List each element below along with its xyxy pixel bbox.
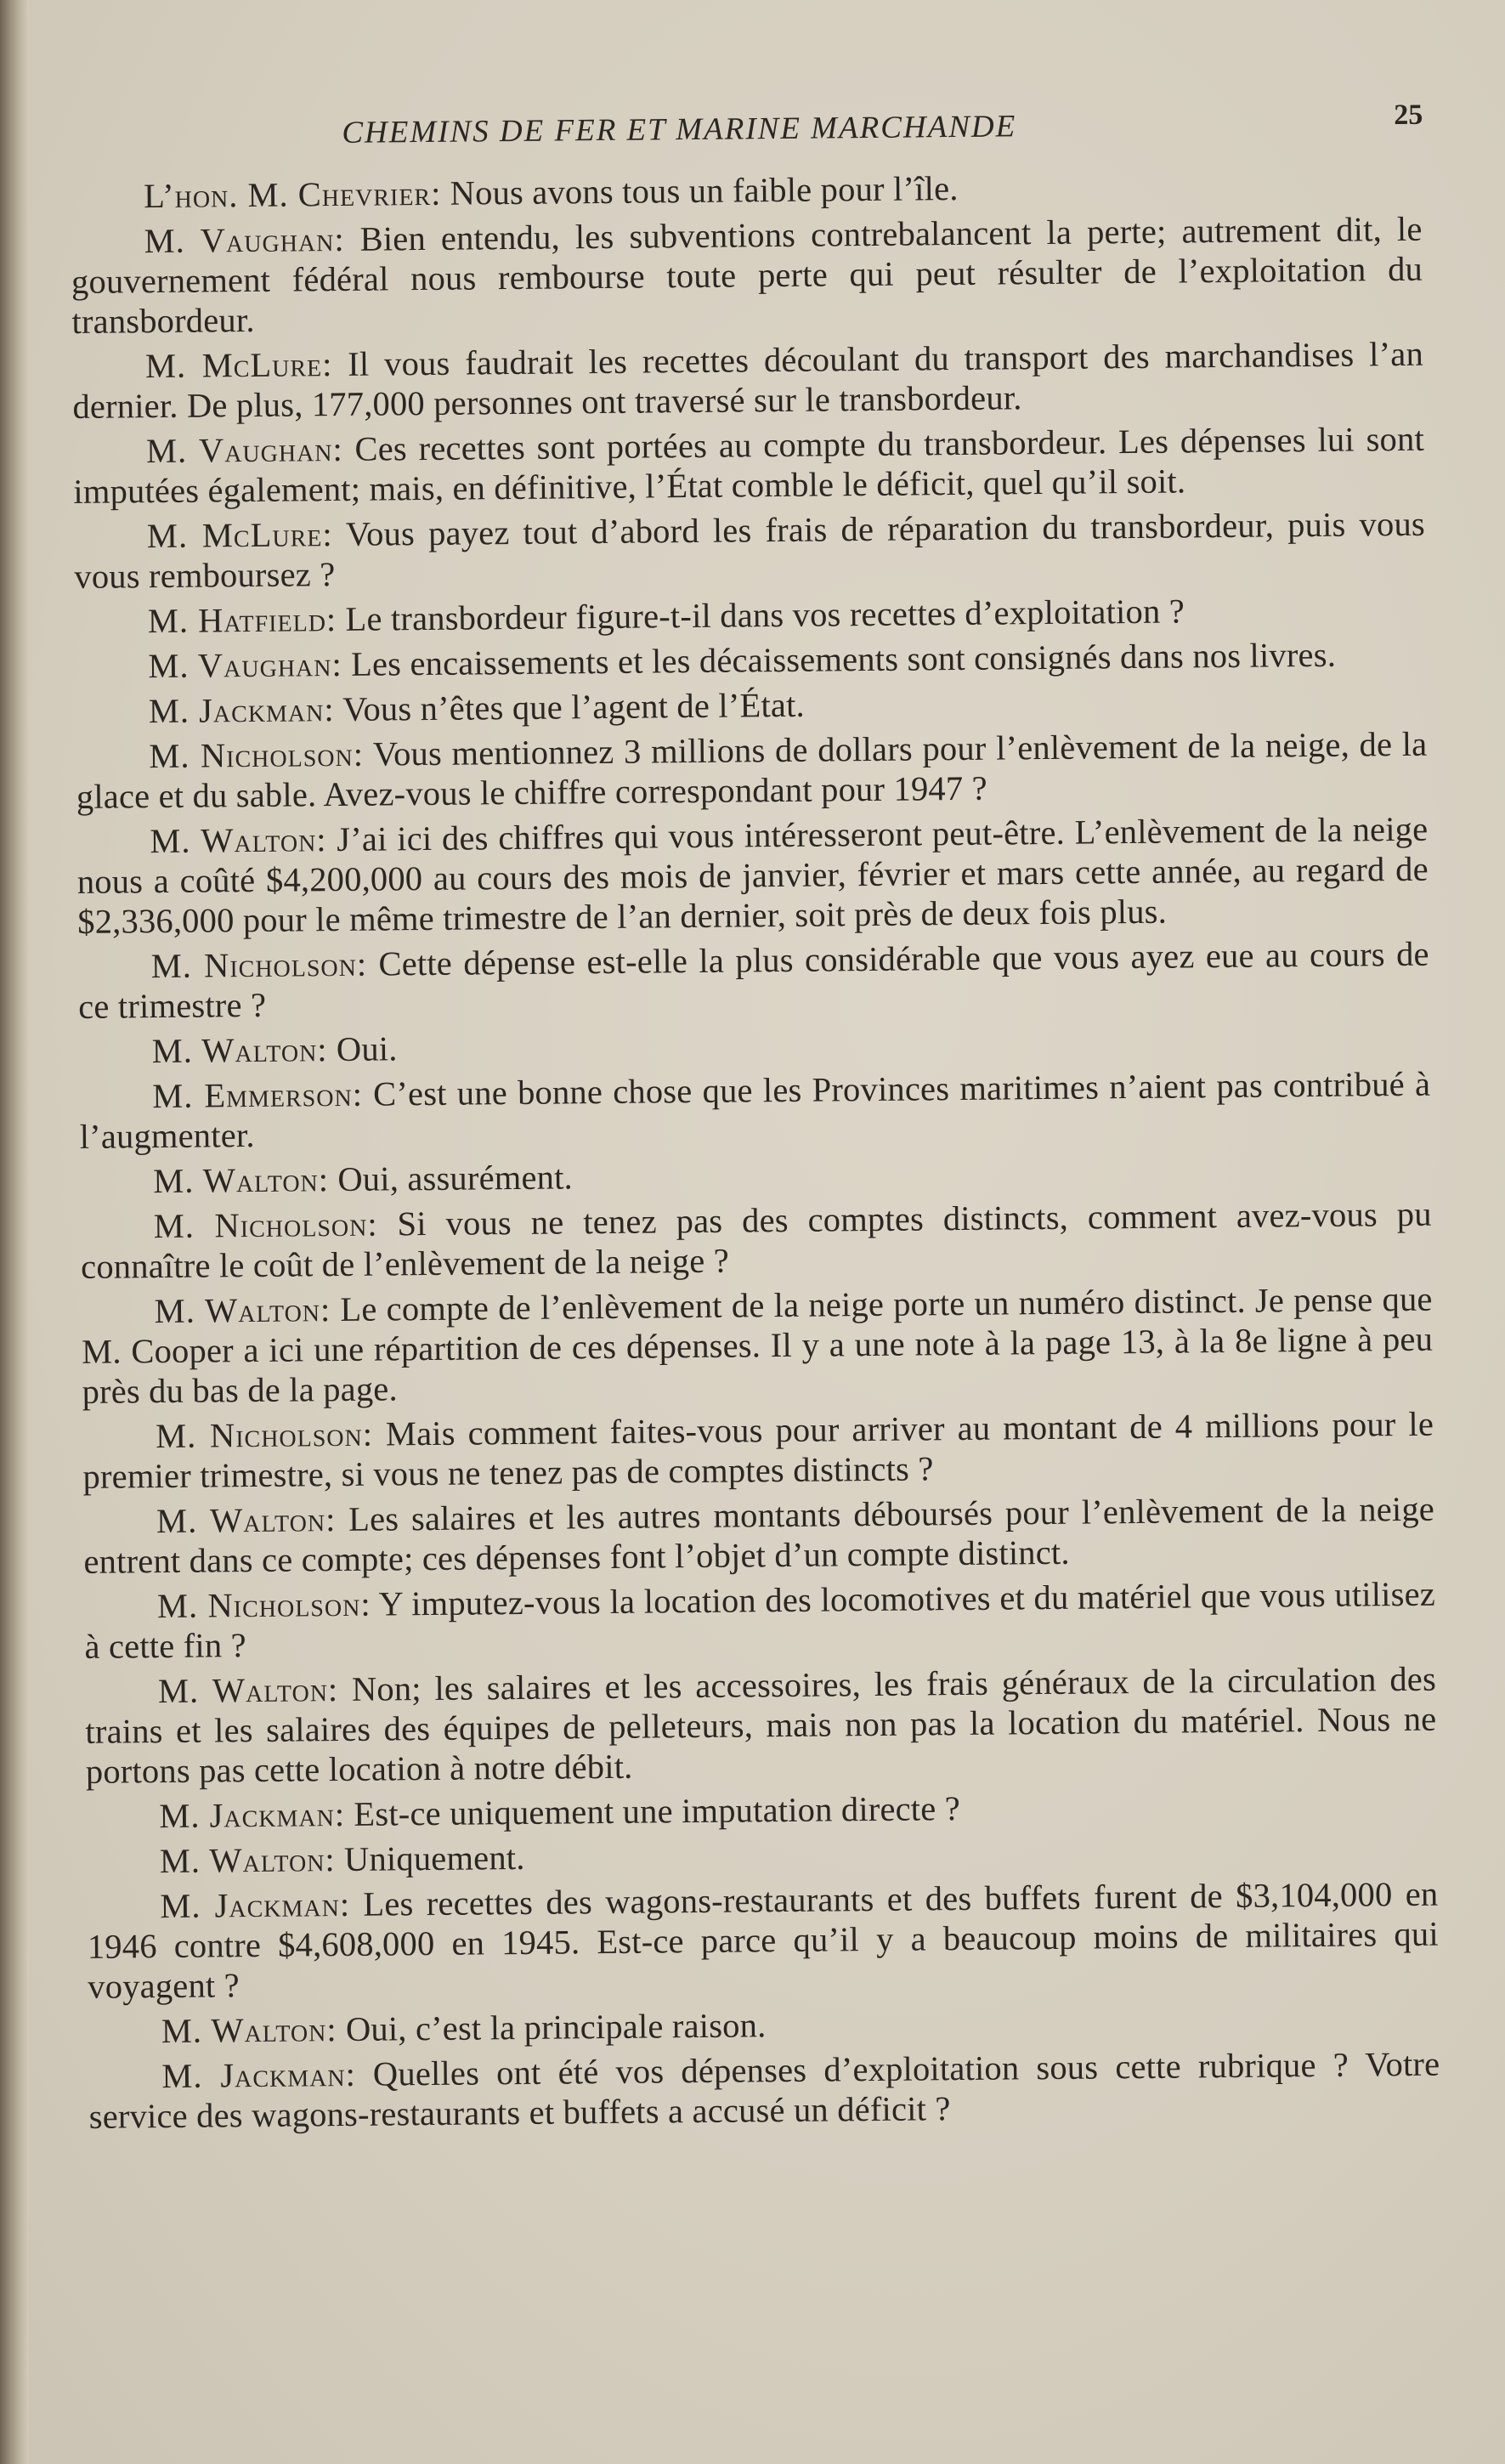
transcript-entry bbox=[85, 1659, 1437, 1792]
running-title: CHEMINS DE FER ET MARINE MARCHANDE bbox=[342, 109, 1017, 150]
entry-text: Le compte de l’enlèvement de la neige porte un numéro distinct. Je pense que M. Cooper a ici une répartition de ces dépenses. Il y a une note à la page 13, à la 8e ligne à peu près du bas de la page. bbox=[81, 1279, 1434, 1411]
speaker-name: M. Hatfield: bbox=[147, 600, 337, 641]
entry-text: Bien entendu, les subventions contrebalancent la perte; autrement dit, le gouvernement fédéral nous rembourse toute perte qui peut résulter de l’exploitation du transbordeur. bbox=[71, 209, 1423, 341]
speaker-name: M. Nicholson: bbox=[150, 944, 368, 986]
speaker-name: M. Nicholson: bbox=[149, 734, 365, 776]
transcript-entry bbox=[75, 589, 1426, 642]
entry-text: Ces recettes sont portées au compte du transbordeur. Les dépenses lui sont imputées également; mais, en définitive, l’État comble le déficit, quel qu’il soit. bbox=[73, 419, 1425, 511]
speaker-name: M. Walton: bbox=[157, 1670, 339, 1711]
speaker-name: M. Walton: bbox=[150, 820, 327, 861]
speaker-name: M. Vaughan: bbox=[144, 219, 345, 261]
entry-text: J’ai ici des chiffres qui vous intéresseront peut-être. L’enlèvement de la neige nous a coûté $4,200,000 au cours des mois de janvier, février et mars cette année, au regard de $2,336,000 pour le même trimestre de l’an dernier, soit près de deux fois plus. bbox=[76, 809, 1429, 941]
transcript-entry bbox=[79, 1019, 1430, 1072]
entry-text: Il vous faudrait les recettes découlant du transport des marchandises l’an dernier. De plus, 177,000 personnes ont traversé sur le transbordeur. bbox=[72, 334, 1424, 426]
entry-text: Les salaires et les autres montants déboursés pour l’enlèvement de la neige entrent dans ce compte; ces dépenses font l’objet d’un compte distinct. bbox=[83, 1489, 1435, 1581]
transcript-body bbox=[71, 164, 1440, 2137]
transcript-entry bbox=[73, 419, 1425, 512]
speaker-name: M. Nicholson: bbox=[153, 1204, 378, 1246]
entry-text: Mais comment faites-vous pour arriver au montant de 4 millions pour le premier trimestre, si vous ne tenez pas de comptes distincts ? bbox=[82, 1404, 1434, 1496]
entry-text: Si vous ne tenez pas des comptes distincts, comment avez-vous pu connaître le coût de l’enlèvement de la neige ? bbox=[80, 1194, 1432, 1286]
page-header bbox=[70, 88, 1422, 177]
speaker-name: L’hon. M. Chevrier: bbox=[143, 173, 442, 216]
speaker-name: M. McLure: bbox=[144, 345, 333, 386]
transcript-entry bbox=[76, 809, 1429, 942]
book-binding-edge bbox=[0, 0, 29, 2464]
speaker-name: M. Walton: bbox=[159, 1840, 336, 1881]
entry-text: Vous mentionnez 3 millions de dollars pour l’enlèvement de la neige, de la glace et du sable. Avez-vous le chiffre correspondant pour 1947 ? bbox=[76, 724, 1428, 816]
speaker-name: M. Walton: bbox=[154, 1290, 331, 1331]
entry-text: Vous payez tout d’abord les frais de réparation du transbordeur, puis vous vous remboursez ? bbox=[74, 504, 1426, 596]
transcript-entry bbox=[82, 1404, 1434, 1497]
speaker-name: M. Nicholson: bbox=[155, 1414, 374, 1456]
transcript-entry bbox=[71, 209, 1423, 342]
entry-text: Uniquement. bbox=[335, 1838, 525, 1879]
transcript-entry bbox=[83, 1489, 1435, 1582]
speaker-name: M. McLure: bbox=[146, 515, 333, 556]
transcript-entry bbox=[87, 1874, 1439, 2007]
entry-text: Oui. bbox=[327, 1029, 398, 1069]
speaker-name: M. Vaughan: bbox=[145, 429, 343, 471]
entry-text: Les encaissements et les décaissements sont consignés dans nos livres. bbox=[342, 635, 1337, 683]
entry-text: Y imputez-vous la location des locomotives et du matériel que vous utilisez à cette fin ? bbox=[84, 1574, 1436, 1666]
speaker-name: M. Jackman: bbox=[148, 690, 335, 731]
document-page bbox=[70, 88, 1440, 2142]
entry-text: Oui, c’est la principale raison. bbox=[337, 2006, 767, 2049]
transcript-entry bbox=[88, 2044, 1440, 2137]
page-number: 25 bbox=[1394, 99, 1423, 132]
entry-text: Nous avons tous un faible pour l’île. bbox=[441, 168, 959, 212]
entry-text: Vous n’êtes que l’agent de l’État. bbox=[334, 685, 806, 729]
transcript-entry bbox=[75, 634, 1426, 687]
speaker-name: M. Vaughan: bbox=[148, 644, 342, 686]
speaker-name: M. Walton: bbox=[161, 2010, 337, 2051]
transcript-entry bbox=[76, 724, 1428, 817]
entry-text: Cette dépense est-elle la plus considérable que vous ayez eue au cours de ce trimestre ? bbox=[78, 934, 1429, 1026]
speaker-name: M. Jackman: bbox=[160, 1884, 351, 1926]
entry-text: Oui, assurément. bbox=[328, 1158, 574, 1199]
transcript-entry bbox=[81, 1279, 1433, 1412]
transcript-entry bbox=[79, 1064, 1431, 1157]
transcript-entry bbox=[86, 1784, 1437, 1837]
entry-text: Les recettes des wagons-restaurants et des buffets furent de $3,104,000 en 1946 contre $4,608,000 en 1945. Est-ce parce qu’il y a beaucoup moins de militaires qui voyagent ? bbox=[87, 1874, 1439, 2006]
entry-text: C’est une bonne chose que les Provinces maritimes n’aient pas contribué à l’augmenter. bbox=[79, 1064, 1431, 1156]
speaker-name: M. Nicholson: bbox=[156, 1584, 371, 1626]
speaker-name: M. Walton: bbox=[151, 1030, 328, 1071]
speaker-name: M. Jackman: bbox=[159, 1794, 346, 1836]
speaker-name: M. Jackman: bbox=[161, 2054, 357, 2096]
entry-text: Quelles ont été vos dépenses d’exploitation sous cette rubrique ? Votre service des wagons-restaurants et buffets a accusé un déficit ? bbox=[88, 2044, 1440, 2136]
speaker-name: M. Walton: bbox=[156, 1500, 337, 1541]
transcript-entry bbox=[84, 1574, 1436, 1667]
transcript-entry bbox=[72, 334, 1424, 427]
transcript-entry bbox=[76, 679, 1427, 732]
speaker-name: M. Walton: bbox=[152, 1160, 330, 1201]
transcript-entry bbox=[80, 1194, 1432, 1287]
transcript-entry bbox=[74, 504, 1426, 597]
transcript-entry bbox=[87, 1829, 1438, 1882]
transcript-entry bbox=[78, 934, 1430, 1027]
transcript-entry bbox=[80, 1149, 1431, 1202]
speaker-name: M. Emmerson: bbox=[152, 1074, 364, 1116]
transcript-entry bbox=[88, 1999, 1440, 2052]
entry-text: Non; les salaires et les accessoires, les frais généraux de la circulation des trains et les salaires des équipes de pelleteurs, mais non pas la location du matériel. Nous ne portons pas cette location à notre débit. bbox=[85, 1659, 1437, 1791]
entry-text: Est-ce uniquement une imputation directe ? bbox=[344, 1789, 961, 1833]
entry-text: Le transbordeur figure-t-il dans vos recettes d’exploitation ? bbox=[336, 592, 1185, 639]
